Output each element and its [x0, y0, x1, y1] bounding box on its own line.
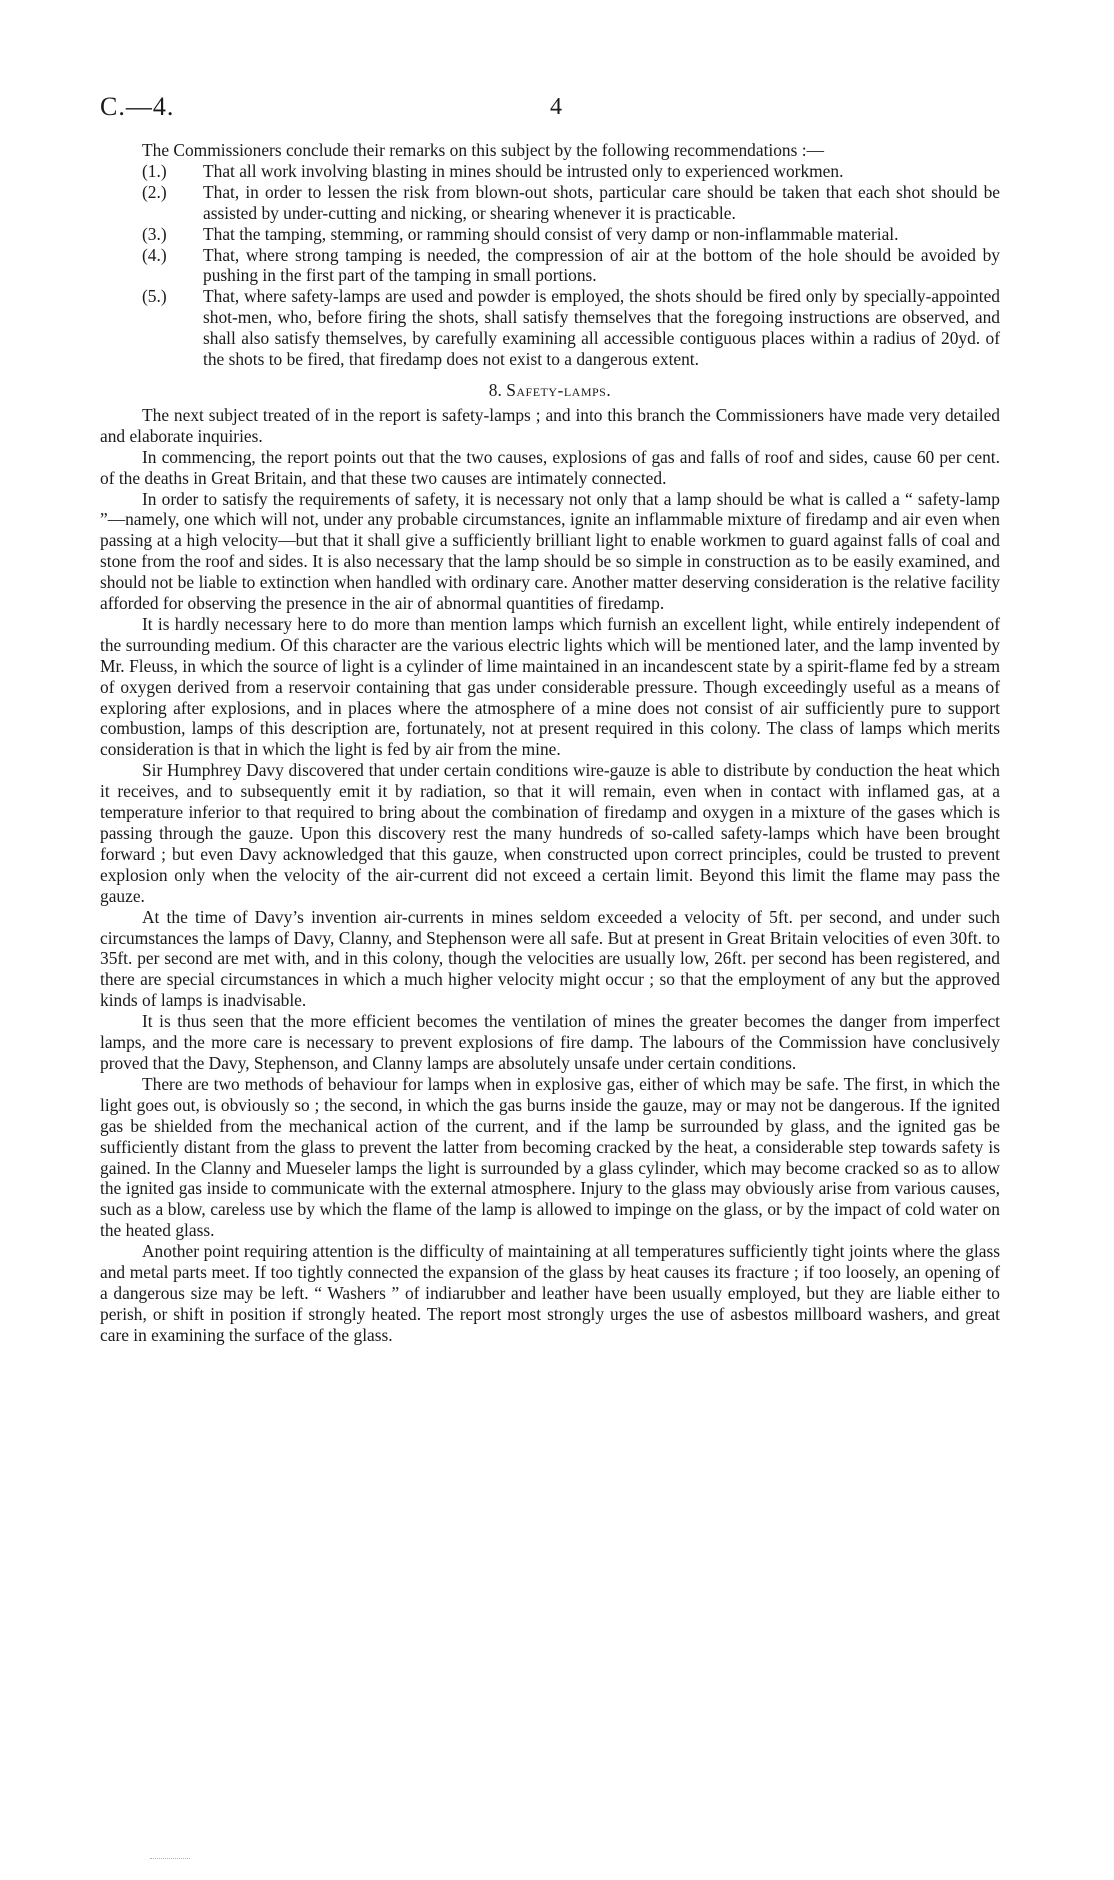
recommendation-text: That, in order to lessen the risk from blown-out shots, particular care should be taken that each shot should be assisted by under-cutting and nicking, or shearing whenever it is practicable. [203, 181, 1000, 223]
recommendation-item [100, 224, 1000, 245]
footer-mark [150, 1858, 190, 1863]
recommendation-item [100, 245, 1000, 287]
recommendation-number: (3.) [142, 223, 167, 244]
recommendations-intro: The Commissioners conclude their remarks on this subject by the following recommendations :— [142, 140, 824, 160]
section-number: 8. [488, 379, 502, 400]
body-paragraph: There are two methods of behaviour for lamps when in explosive gas, either of which may be safe. The first, in which the light goes out, is obviously so ; the second, in which the gas burns inside the gauze, may or may not be dangerous. If the ignited gas be shielded from the mechanical action of the current, and if the lamp be surrounded by glass, and the ignited gas be sufficiently distant from the glass to prevent the latter from becoming cracked by the heat, a considerable step towards safety is gained. In the Clanny and Mueseler lamps the light is surrounded by a glass cylinder, which may become cracked so as to allow the ignited gas inside to communicate with the external atmosphere. Injury to the glass may obviously arise from various causes, such as a blow, careless use by which the flame of the lamp is allowed to impinge on the glass, or by the impact of cold water on the heated glass. [100, 1073, 1000, 1241]
recommendation-text: That, where strong tamping is needed, the compression of air at the bottom of the hole should be avoided by pushing in the first part of the tamping in small portions. [203, 244, 1000, 286]
body-paragraph: In commencing, the report points out that the two causes, explosions of gas and falls of roof and sides, cause 60 per cent. of the deaths in Great Britain, and that these two causes are intimately connected. [100, 446, 1000, 488]
page-header [100, 92, 1000, 130]
recommendation-number: (2.) [142, 181, 167, 202]
body-paragraph: It is hardly necessary here to do more than mention lamps which furnish an excellent light, while entirely independent of the surrounding medium. Of this character are the various electric lights which will be mentioned later, and the lamp invented by Mr. Fleuss, in which the source of light is a cylinder of lime maintained in an incandescent state by a spirit-flame fed by a stream of oxygen derived from a reservoir containing that gas under considerable pressure. Though exceedingly useful as a means of exploring after explosions, and in places where the atmosphere of a mine does not consist of air sufficiently pure to support combustion, lamps of this description are, fortunately, not at present required in this colony. The class of lamps which merits consideration is that in which the light is fed by air from the mine. [100, 613, 1000, 760]
recommendation-number: (5.) [142, 286, 167, 307]
body-paragraph: Sir Humphrey Davy discovered that under certain conditions wire-gauze is able to distribute by conduction the heat which it receives, and to subsequently emit it by radiation, so that it will remain, even when in contact with inflamed gas, at a temperature inferior to that required to bring about the combination of firedamp and oxygen in a mixture of the gases which is passing through the gauze. Upon this discovery rest the many hundreds of so-called safety-lamps which have been brought forward ; but even Davy acknowledged that this gauze, when constructed upon correct principles, could be trusted to prevent explosion only when the velocity of the air-current did not exceed a certain limit. Beyond this limit the flame may pass the gauze. [100, 760, 1000, 906]
body-paragraph: At the time of Davy’s invention air-currents in mines seldom exceeded a velocity of 5ft. per second, and under such circumstances the lamps of Davy, Clanny, and Stephenson were all safe. But at present in Great Britain velocities of even 30ft. to 35ft. per second are met with, and in this colony, though the velocities are usually low, 26ft. per second has been registered, and there are special circumstances in which a much higher velocity might occur ; so that the employment of any but the approved kinds of lamps is inadvisable. [100, 906, 1000, 1011]
recommendation-text: That, where safety-lamps are used and powder is employed, the shots should be fired only by specially-appointed shot-men, who, before firing the shots, shall satisfy themselves that the foregoing instructions are observed, and shall also satisfy themselves, by carefully examining all accessible contiguous places within a radius of 20yd. of the shots to be fired, that firedamp does not exist to a dangerous extent. [203, 286, 1000, 370]
recommendation-text: That all work involving blasting in mines should be intrusted only to experienced workmen. [203, 160, 844, 181]
recommendation-item [100, 161, 1000, 182]
recommendation-item [100, 182, 1000, 224]
recommendations-list [100, 161, 1000, 370]
recommendation-number: (1.) [142, 160, 167, 181]
section-title: Safety-lamps. [506, 379, 612, 400]
body-paragraph: The next subject treated of in the report is safety-lamps ; and into this branch the Commissioners have made very detailed and elaborate inquiries. [100, 404, 1000, 446]
body-paragraph: In order to satisfy the requirements of safety, it is necessary not only that a lamp should be what is called a “ safety-lamp ”—namely, one which will not, under any probable circumstances, ignite an inflammable mixture of firedamp and air even when passing at a high velocity—but that it shall give a sufficiently brilliant light to enable workmen to guard against falls of coal and stone from the roof and sides. It is also necessary that the lamp should be so simple in construction as to be easily examined, and should not be liable to extinction when handled with ordinary care. Another matter deserving consideration is the relative facility afforded for observing the presence in the air of abnormal quantities of firedamp. [100, 488, 1000, 614]
body-paragraph: Another point requiring attention is the difficulty of maintaining at all temperatures sufficiently tight joints where the glass and metal parts meet. If too tightly connected the expansion of the glass by heat causes its fracture ; if too loosely, an opening of a dangerous size may be left. “ Washers ” of indiarubber and leather have been usually employed, but they are liable either to perish, or shift in position if strongly heated. The report most strongly urges the use of asbestos millboard washers, and great care in examining the surface of the glass. [100, 1241, 1000, 1345]
recommendation-number: (4.) [142, 244, 167, 265]
body-paragraph: It is thus seen that the more efficient becomes the ventilation of mines the greater becomes the danger from imperfect lamps, and the more care is necessary to prevent explosions of fire damp. The labours of the Commission have conclusively proved that the Davy, Stephenson, and Clanny lamps are absolutely unsafe under certain conditions. [100, 1011, 1000, 1073]
recommendation-text: That the tamping, stemming, or ramming should consist of very damp or non-inflammable material. [203, 223, 899, 244]
section-heading [100, 380, 1000, 401]
page-number: 4 [550, 94, 562, 120]
document-reference: C.—4. [100, 92, 175, 121]
recommendation-item [100, 286, 1000, 370]
